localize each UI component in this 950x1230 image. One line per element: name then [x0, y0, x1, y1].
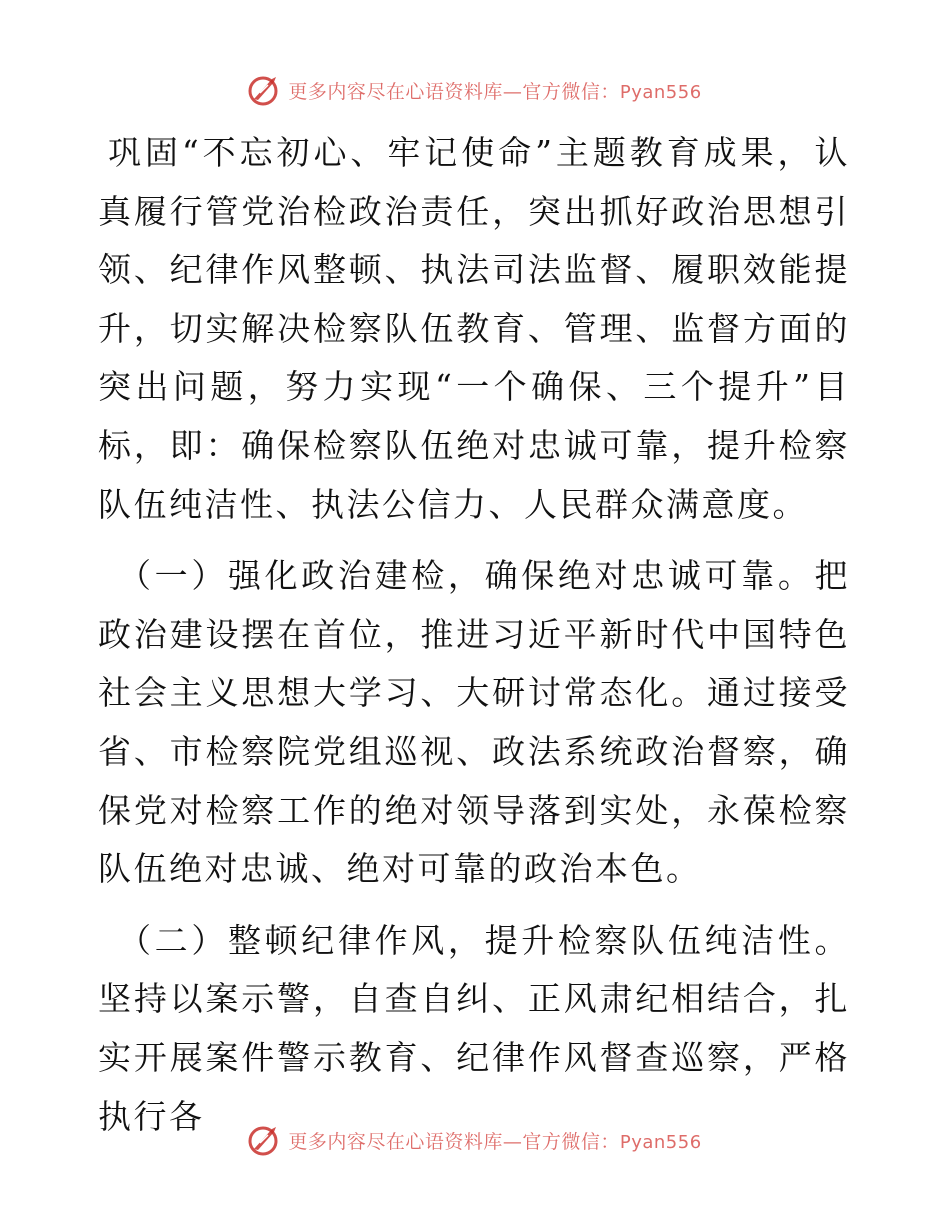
watermark-text: 更多内容尽在心语资料库—官方微信：Pyan556 [288, 80, 702, 103]
header-watermark [0, 70, 950, 110]
paragraph-section-two: （二）整顿纪律作风，提升检察队伍纯洁性。坚持以案示警，自查自纠、正风肃纪相结合，扎实开展案件警示教育、纪律作风督查巡察，严格执行各 [98, 920, 850, 1136]
paragraph-intro: 巩固“不忘初心、牢记使命”主题教育成果，认真履行管党治检政治责任，突出抓好政治思想引领、纪律作风整顿、执法司法监督、履职效能提升，切实解决检察队伍教育、管理、监督方面的突出问题，努力实现“一个确保、三个提升”目标，即：确保检察队伍绝对忠诚可靠，提升检察队伍纯洁性、执法公信力、人民群众满意度。 [98, 133, 850, 524]
watermark-wechat-id: Pyan556 [619, 81, 702, 103]
quill-circle-icon [248, 73, 282, 107]
paragraph-section-one: （一）强化政治建检，确保绝对忠诚可靠。把政治建设摆在首位，推进习近平新时代中国特色社会主义思想大学习、大研讨常态化。通过接受省、市检察院党组巡视、政法系统政治督察，确保党对检察工作的绝对领导落到实处，永葆检察队伍绝对忠诚、绝对可靠的政治本色。 [98, 556, 850, 889]
document-body [98, 124, 850, 1146]
quill-circle-icon [248, 1123, 282, 1157]
watermark-wechat-id: Pyan556 [619, 1131, 702, 1153]
footer-watermark [0, 1120, 950, 1160]
watermark-text: 更多内容尽在心语资料库—官方微信：Pyan556 [288, 1130, 702, 1153]
